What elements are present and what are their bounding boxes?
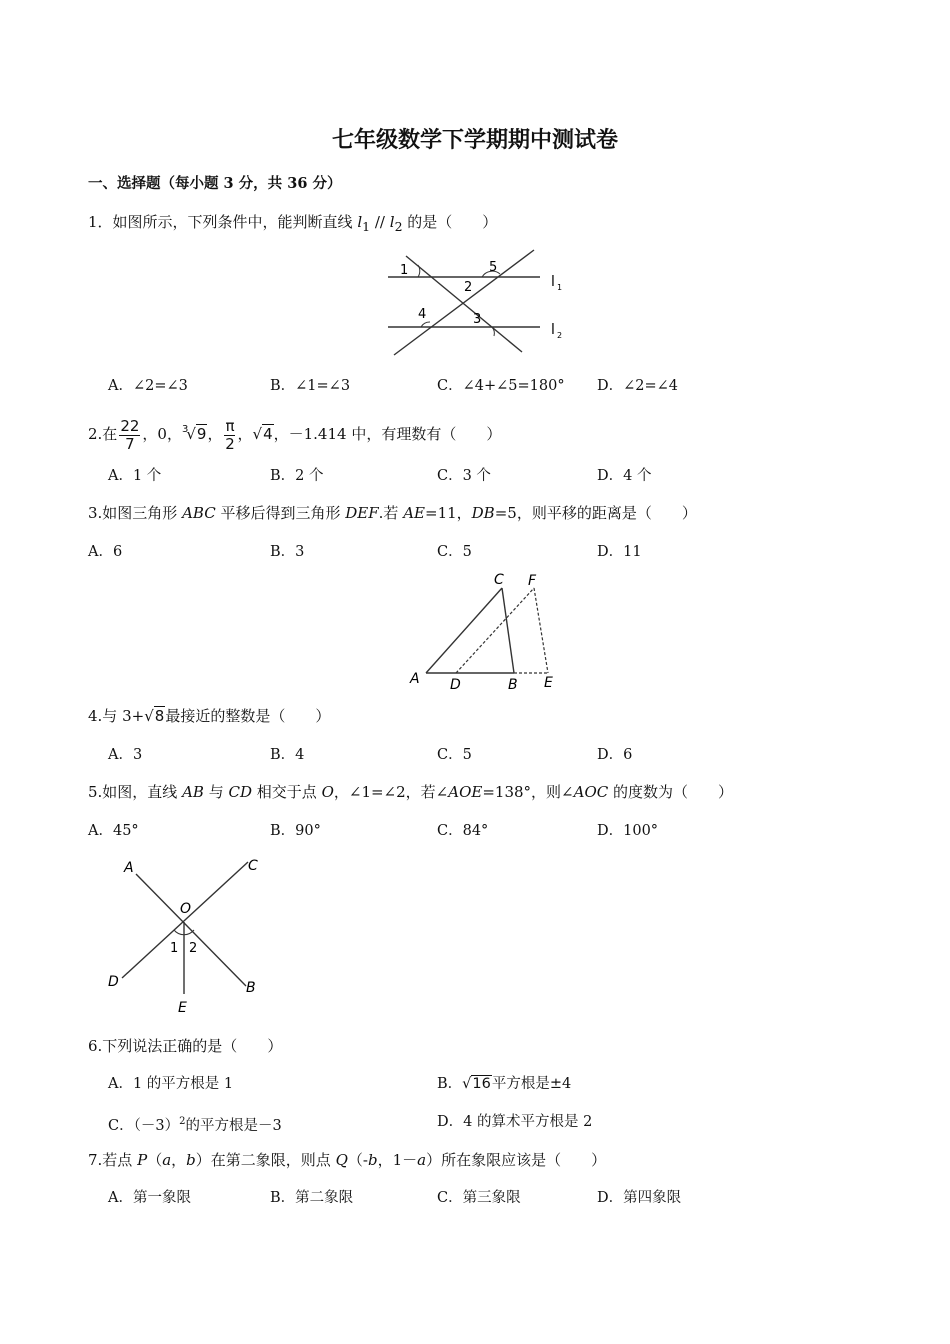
radicand: 9 — [196, 425, 207, 443]
fraction-pi-2 — [224, 418, 235, 453]
q1-option-c[interactable]: C．∠4+∠5=180° — [437, 378, 565, 394]
q7-a1: a — [162, 1151, 172, 1169]
q7-b1: b — [186, 1151, 196, 1169]
q2-sep2: ， — [207, 425, 223, 443]
q1-line-l: l — [357, 213, 363, 231]
line-l2-subscript: 2 — [557, 331, 563, 340]
q4-option-c[interactable]: C．5 — [437, 747, 472, 763]
q2-suffix: ，－1.414 中，有理数有（ ） — [273, 425, 502, 443]
q5-ab: AB — [182, 783, 204, 801]
point-e-label: E — [544, 675, 553, 691]
q5-option-d[interactable]: D．100° — [597, 823, 659, 839]
angle-1-label: 1 — [170, 941, 179, 956]
q3-t5: =5，则平移的距离是（ ） — [494, 504, 697, 522]
question-3-text — [88, 503, 697, 523]
q2-prefix: 2.在 — [88, 425, 118, 443]
q2-sep3: ， — [237, 425, 253, 443]
q2-option-b[interactable]: B．2 个 — [270, 468, 324, 484]
q6-option-b[interactable] — [437, 1074, 571, 1094]
radicand: 16 — [472, 1076, 491, 1092]
q7-a2: a — [417, 1151, 427, 1169]
point-d-label: D — [108, 974, 119, 990]
q6-optb-suffix: 平方根是±4 — [491, 1076, 572, 1092]
point-e-label: E — [178, 1000, 187, 1016]
q6-optc-suffix: 的平方根是－3 — [185, 1117, 282, 1134]
point-o-label: O — [180, 901, 192, 917]
q4-suffix: 最接近的整数是（ ） — [165, 707, 331, 725]
question-2-text — [88, 410, 501, 454]
q1-text-a: 1．如图所示，下列条件中，能判断直线 — [88, 213, 358, 231]
q1-option-b[interactable]: B．∠1=∠3 — [270, 378, 351, 394]
q7-p: P — [137, 1151, 148, 1169]
question-4-text — [88, 706, 330, 726]
question-3-figure — [404, 568, 564, 692]
q6-optc-exponent: 2 — [179, 1116, 186, 1127]
q5-option-c[interactable]: C．84° — [437, 823, 489, 839]
point-b-label: B — [508, 677, 518, 692]
q4-prefix: 4.与 3+ — [88, 707, 145, 725]
q1-parallel: // — [370, 213, 390, 231]
question-1-figure — [384, 244, 570, 360]
question-1-text — [88, 212, 497, 237]
point-a-label: A — [124, 860, 134, 876]
section-heading: 一、选择题（每小题 3 分，共 36 分） — [88, 175, 342, 192]
angle-1-label: 1 — [400, 263, 409, 278]
q5-t4: ，∠1=∠2，若∠ — [333, 783, 449, 801]
q3-option-c[interactable]: C．5 — [437, 544, 472, 560]
point-a-label: A — [410, 671, 420, 687]
angle-2-label: 2 — [464, 280, 473, 295]
q5-t1: 5.如图，直线 — [88, 783, 183, 801]
q1-sub-2: 2 — [394, 219, 403, 234]
q7-option-a[interactable]: A．第一象限 — [108, 1190, 191, 1206]
q7-t7: ）所在象限应该是（ ） — [426, 1151, 607, 1169]
radicand: 4 — [263, 425, 273, 443]
q2-option-a[interactable]: A．1 个 — [108, 468, 162, 484]
q1-option-d[interactable]: D．∠2=∠4 — [597, 378, 679, 394]
q7-option-c[interactable]: C．第三象限 — [437, 1190, 521, 1206]
q5-cd: CD — [228, 783, 253, 801]
q4-option-d[interactable]: D．6 — [597, 747, 633, 763]
q3-db: DB — [471, 504, 495, 522]
q1-sub-1: 1 — [362, 219, 371, 234]
sqrt-8: √8 — [144, 707, 165, 725]
sqrt-4: √4 — [252, 425, 273, 443]
frac-denominator: 7 — [125, 434, 135, 453]
q5-option-b[interactable]: B．90° — [270, 823, 321, 839]
q3-def: DEF — [345, 504, 379, 522]
q5-t5: =138°，则∠ — [482, 783, 574, 801]
q3-option-a[interactable]: A．6 — [88, 544, 123, 560]
q4-option-a[interactable]: A．3 — [108, 747, 143, 763]
q6-option-d[interactable]: D．4 的算术平方根是 2 — [437, 1114, 593, 1130]
question-5-text — [88, 782, 733, 802]
q3-t4: =11， — [425, 504, 472, 522]
q5-t3: 相交于点 — [252, 783, 322, 801]
q7-t4: ）在第二象限，则点 — [195, 1151, 336, 1169]
line-l1-label: l — [551, 274, 555, 290]
point-d-label: D — [450, 677, 461, 692]
q2-option-c[interactable]: C．3 个 — [437, 468, 491, 484]
q7-t2: （ — [147, 1151, 163, 1169]
q2-sep1: ，0， — [142, 425, 182, 443]
line-l1-subscript: 1 — [557, 283, 563, 292]
q3-ae: AE — [403, 504, 425, 522]
line-l2-label: l — [551, 322, 555, 338]
q7-t5: （- — [347, 1151, 368, 1169]
point-c-label: C — [248, 858, 258, 874]
q5-t2: 与 — [203, 783, 229, 801]
angle-5-label: 5 — [489, 260, 498, 275]
cube-root-9: $^3$√9 — [181, 424, 207, 443]
frac-numerator: π — [225, 416, 235, 435]
q7-t3: ， — [171, 1151, 187, 1169]
question-6-text: 6.下列说法正确的是（ ） — [88, 1037, 283, 1055]
q3-abc: ABC — [182, 504, 216, 522]
q1-line-l2: l — [389, 213, 395, 231]
frac-numerator: 22 — [120, 416, 140, 435]
q7-q: Q — [335, 1151, 348, 1169]
q3-t2: 平移后得到三角形 — [215, 504, 346, 522]
point-b-label: B — [246, 980, 256, 996]
angle-3-label: 3 — [473, 312, 482, 327]
angle-4-label: 4 — [418, 307, 427, 322]
question-7-text — [88, 1150, 606, 1170]
page-title: 七年级数学下学期期中测试卷 — [331, 127, 618, 153]
q6-option-c[interactable] — [108, 1112, 282, 1136]
q7-b2: b — [367, 1151, 378, 1169]
q3-t3: .若 — [378, 504, 404, 522]
q7-option-d[interactable]: D．第四象限 — [597, 1190, 682, 1206]
q1-option-a[interactable]: A．∠2=∠3 — [108, 378, 188, 394]
q3-option-b[interactable]: B．3 — [270, 544, 305, 560]
q5-aoc: AOC — [573, 783, 609, 801]
q3-option-d[interactable]: D．11 — [597, 544, 642, 560]
q1-text-b: 的是（ ） — [402, 213, 498, 231]
point-c-label: C — [494, 572, 504, 588]
fraction-22-7 — [119, 418, 140, 453]
q7-option-b[interactable]: B．第二象限 — [270, 1190, 354, 1206]
point-f-label: F — [528, 573, 537, 589]
q6-option-a[interactable]: A．1 的平方根是 1 — [108, 1076, 234, 1092]
frac-denominator: 2 — [225, 434, 235, 453]
q6-optb-prefix: B． — [437, 1076, 463, 1092]
q7-t6: ，1－ — [377, 1151, 418, 1169]
q5-option-a[interactable]: A．45° — [88, 823, 139, 839]
root-index: 3 — [181, 424, 189, 435]
q3-t1: 3.如图三角形 — [88, 504, 183, 522]
sqrt-16: √16 — [462, 1076, 491, 1092]
q7-t1: 7.若点 — [88, 1151, 138, 1169]
radicand: 8 — [154, 707, 165, 725]
question-5-figure — [100, 852, 270, 1018]
q4-option-b[interactable]: B．4 — [270, 747, 305, 763]
q2-option-d[interactable]: D．4 个 — [597, 468, 652, 484]
q6-optc-prefix: C．（－3） — [108, 1117, 180, 1134]
q5-aoe: AOE — [448, 783, 483, 801]
angle-2-label: 2 — [189, 941, 198, 956]
q5-t6: 的度数为（ ） — [608, 783, 734, 801]
q5-o: O — [321, 783, 334, 801]
